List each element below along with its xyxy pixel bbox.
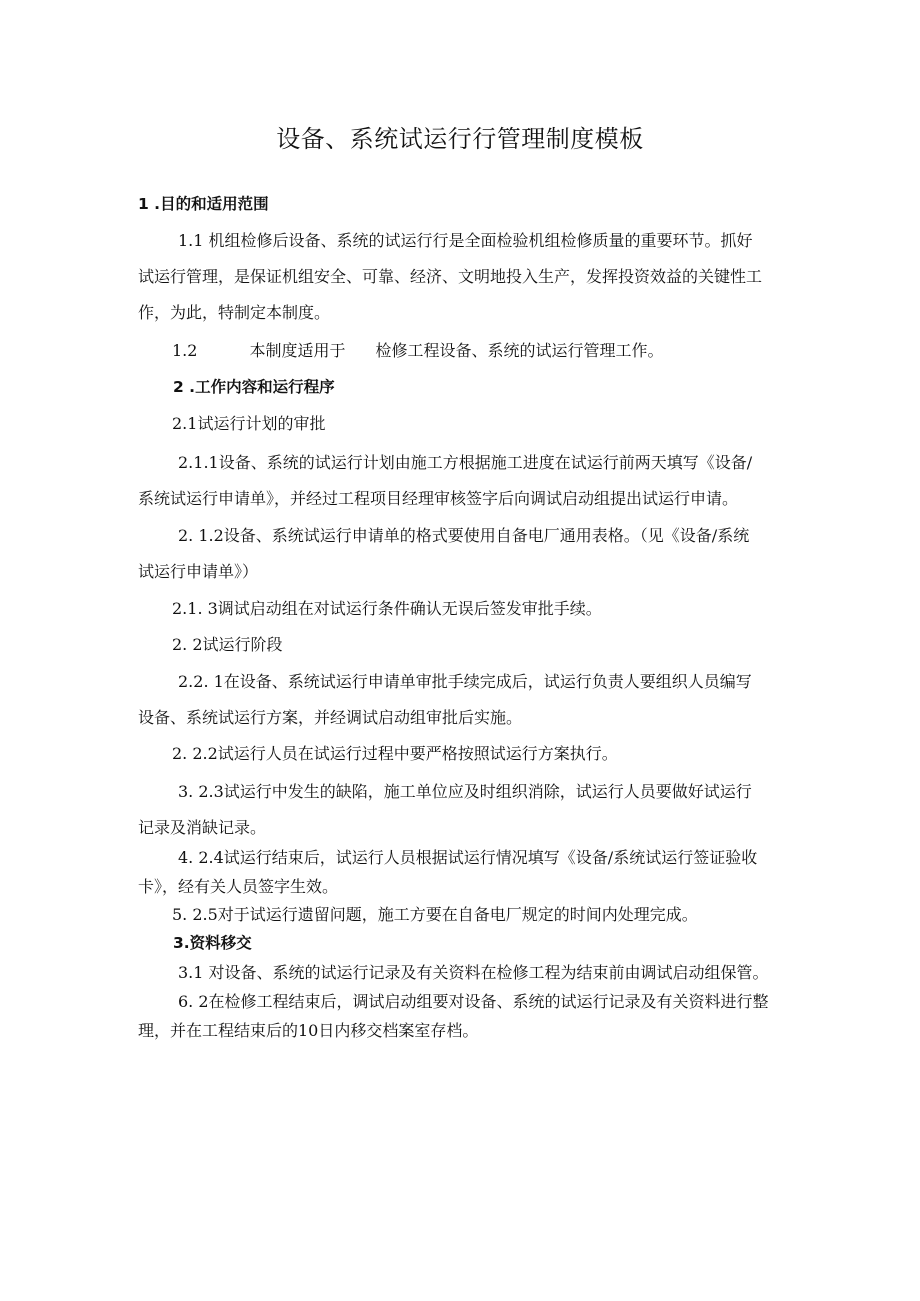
paragraph-2-2-1-line-1: 2.2. 1在设备、系统试运行申请单审批手续完成后，试运行负责人要组织人员编写 [178,672,752,691]
paragraph-2-1-2-line-1: 2. 1.2设备、系统试运行申请单的格式要使用自备电厂通用表格。（见《设备/系统 [178,526,750,545]
paragraph-2-2: 2. 2试运行阶段 [172,635,283,654]
paragraph-1-2-part-a: 本制度适用于 [249,341,346,360]
section-3-heading: 3.资料移交 [173,934,252,952]
paragraph-2-1-3: 2.1. 3调试启动组在对试运行条件确认无误后签发审批手续。 [172,599,602,618]
paragraph-2-1: 2.1试运行计划的审批 [172,414,326,433]
paragraph-1-1-line-2: 试运行管理，是保证机组安全、可靠、经济、文明地投入生产，发挥投资效益的关键性工 [138,267,763,286]
paragraph-3-2-line-2: 理，并在工程结束后的10日内移交档案室存档。 [138,1021,479,1040]
paragraph-2-2-4-line-1: 4. 2.4试运行结束后，试运行人员根据试运行情况填写《设备/系统试运行签证验收 [178,848,758,867]
paragraph-2-1-1-line-2: 系统试运行申请单》，并经过工程项目经理审核签字后向调试启动组提出试运行申请。 [138,489,739,508]
paragraph-2-2-3-line-2: 记录及消缺记录。 [138,818,267,837]
paragraph-3-1: 3.1 对设备、系统的试运行记录及有关资料在检修工程为结束前由调试启动组保管。 [178,963,769,982]
paragraph-2-1-2-line-2: 试运行申请单》） [138,562,259,581]
paragraph-1-1-line-1: 1.1 机组检修后设备、系统的试运行行是全面检验机组检修质量的重要环节。抓好 [178,231,753,250]
paragraph-1-2 [172,340,663,362]
document-title: 设备、系统试运行行管理制度模板 [276,125,644,153]
paragraph-2-2-1-line-2: 设备、系统试运行方案，并经调试启动组审批后实施。 [138,708,523,727]
paragraph-3-2-line-1: 6. 2在检修工程结束后，调试启动组要对设备、系统的试运行记录及有关资料进行整 [178,992,769,1011]
paragraph-2-2-5: 5. 2.5对于试运行遗留问题，施工方要在自备电厂规定的时间内处理完成。 [172,905,698,924]
section-1-heading: 1 .目的和适用范围 [138,195,269,213]
paragraph-1-1-line-3: 作，为此，特制定本制度。 [138,303,331,322]
section-2-heading: 2 .工作内容和运行程序 [173,378,335,396]
paragraph-2-2-2: 2. 2.2试运行人员在试运行过程中要严格按照试运行方案执行。 [172,744,618,763]
paragraph-2-1-1-line-1: 2.1.1设备、系统的试运行计划由施工方根据施工进度在试运行前两天填写《设备/ [178,453,753,472]
paragraph-2-2-4-line-2: 卡》，经有关人员签字生效。 [138,877,339,896]
paragraph-1-2-part-b: 检修工程设备、系统的试运行管理工作。 [375,341,664,360]
paragraph-2-2-3-line-1: 3. 2.3试运行中发生的缺陷，施工单位应及时组织消除，试运行人员要做好试运行 [178,782,752,801]
paragraph-1-2-number: 1.2 [172,341,198,360]
